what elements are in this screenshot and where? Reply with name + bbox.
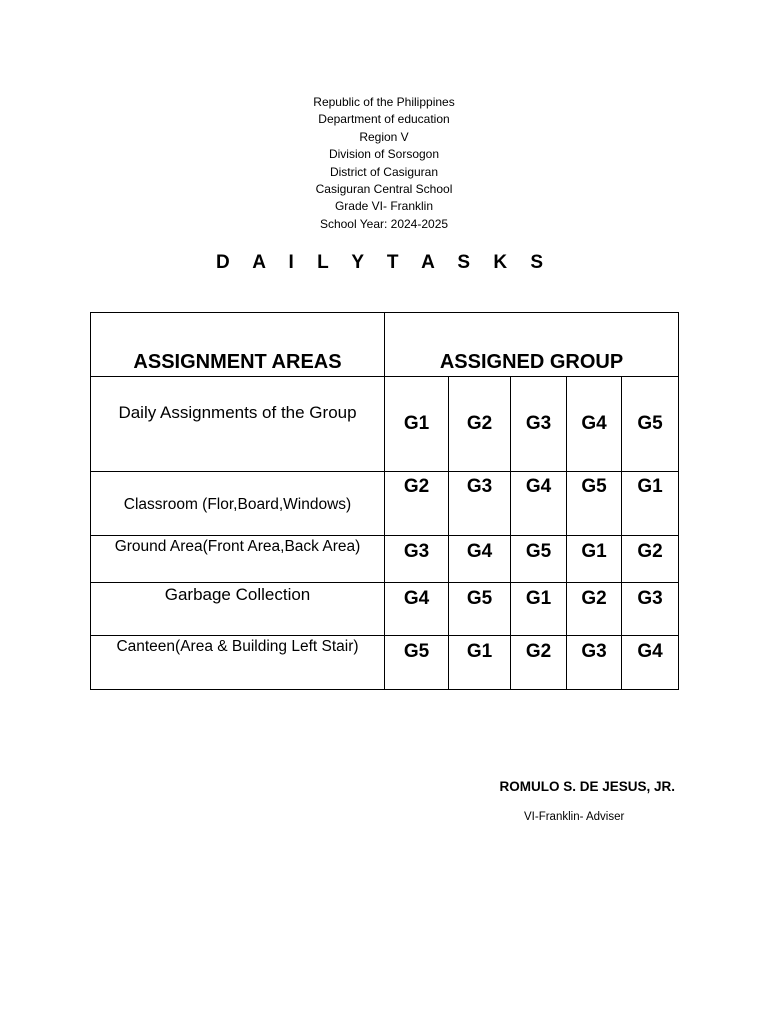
table-row [91, 636, 679, 690]
group-cell: G2 [449, 377, 511, 472]
group-cell: G4 [511, 472, 567, 536]
group-cell: G3 [622, 583, 679, 636]
area-cell: Daily Assignments of the Group [91, 377, 385, 472]
group-cell: G5 [385, 636, 449, 690]
header-line-grade: Grade VI- Franklin [334, 199, 434, 214]
area-cell: Garbage Collection [91, 583, 385, 636]
signatory-role: VI-Franklin- Adviser [524, 811, 625, 823]
area-cell: Ground Area(Front Area,Back Area) [91, 536, 385, 583]
group-cell: G1 [622, 472, 679, 536]
group-cell: G4 [567, 377, 622, 472]
header-line-school: Casiguran Central School [315, 182, 453, 197]
page-title: D A I L Y T A S K S [215, 252, 553, 273]
header-assigned-group: ASSIGNED GROUP [385, 313, 679, 377]
table-row [91, 536, 679, 583]
group-cell: G2 [567, 583, 622, 636]
group-cell: G5 [511, 536, 567, 583]
group-cell: G5 [622, 377, 679, 472]
group-cell: G3 [385, 536, 449, 583]
header-line-division: Division of Sorsogon [328, 147, 440, 162]
group-cell: G4 [449, 536, 511, 583]
group-cell: G1 [385, 377, 449, 472]
group-cell: G4 [385, 583, 449, 636]
group-cell: G2 [385, 472, 449, 536]
area-cell: Canteen(Area & Building Left Stair) [91, 636, 385, 690]
document-header [0, 94, 768, 233]
group-cell: G3 [449, 472, 511, 536]
group-cell: G2 [511, 636, 567, 690]
table-row [91, 377, 679, 472]
group-cell: G1 [567, 536, 622, 583]
group-cell: G1 [511, 583, 567, 636]
header-line-school-year: School Year: 2024-2025 [319, 216, 449, 231]
group-cell: G5 [567, 472, 622, 536]
tasks-table [90, 312, 679, 690]
header-line-department: Department of education [318, 112, 450, 127]
group-cell: G2 [622, 536, 679, 583]
signatory-name: ROMULO S. DE JESUS, JR. [499, 779, 675, 794]
group-cell: G5 [449, 583, 511, 636]
header-line-district: District of Casiguran [329, 164, 439, 179]
table-row [91, 472, 679, 536]
group-cell: G3 [511, 377, 567, 472]
header-line-country: Republic of the Philippines [313, 95, 455, 109]
header-assignment-areas: ASSIGNMENT AREAS [91, 313, 385, 377]
table-row [91, 583, 679, 636]
area-cell: Classroom (Flor,Board,Windows) [91, 472, 385, 536]
group-cell: G3 [567, 636, 622, 690]
group-cell: G1 [449, 636, 511, 690]
table-header-row [91, 313, 679, 377]
group-cell: G4 [622, 636, 679, 690]
header-line-region: Region V [359, 129, 409, 144]
